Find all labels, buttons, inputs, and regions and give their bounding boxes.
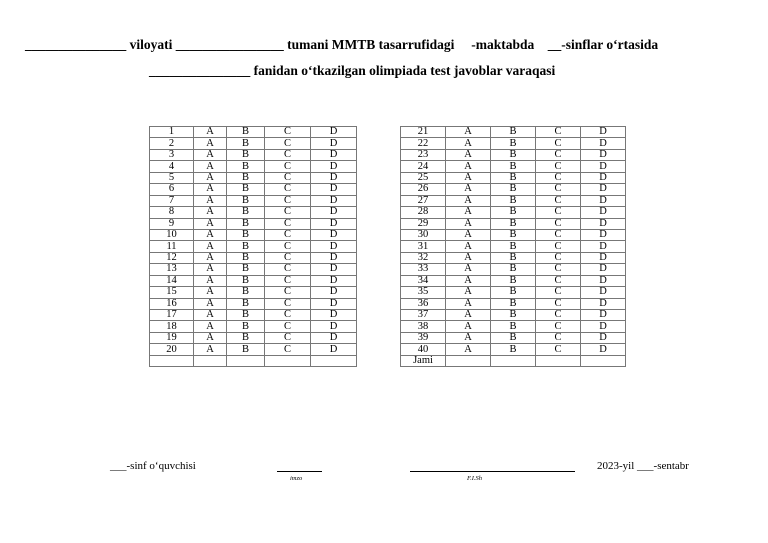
question-number: 40 — [401, 344, 446, 355]
option-a-cell[interactable]: A — [446, 184, 491, 195]
option-d-cell[interactable]: D — [581, 172, 626, 183]
option-d-cell[interactable]: D — [311, 138, 357, 149]
option-d-cell[interactable]: D — [581, 298, 626, 309]
option-c-cell[interactable]: C — [536, 252, 581, 263]
answer-row — [401, 344, 626, 355]
option-a-cell[interactable]: A — [194, 298, 227, 309]
option-c-cell[interactable]: C — [265, 218, 311, 229]
answer-row — [150, 241, 357, 252]
option-b-cell[interactable]: B — [227, 321, 265, 332]
option-d-cell[interactable]: D — [581, 184, 626, 195]
question-number: 15 — [150, 287, 194, 298]
answer-row — [401, 287, 626, 298]
answer-row — [401, 218, 626, 229]
option-a-cell[interactable]: A — [446, 321, 491, 332]
option-b-cell[interactable]: B — [491, 172, 536, 183]
option-a-cell[interactable]: A — [446, 332, 491, 343]
question-number: 16 — [150, 298, 194, 309]
option-a-cell[interactable]: A — [446, 172, 491, 183]
question-number: 38 — [401, 321, 446, 332]
option-d-cell[interactable]: D — [311, 287, 357, 298]
answer-row — [401, 321, 626, 332]
option-c-cell[interactable]: C — [536, 149, 581, 160]
answer-row — [401, 229, 626, 240]
footer-date: 2023-yil ___-sentabr — [597, 460, 689, 472]
option-a-cell[interactable]: A — [446, 252, 491, 263]
option-c-cell[interactable]: C — [536, 207, 581, 218]
option-d-cell[interactable]: D — [311, 275, 357, 286]
question-number: 20 — [150, 344, 194, 355]
option-c-cell[interactable]: C — [536, 310, 581, 321]
option-c-cell[interactable]: C — [536, 321, 581, 332]
option-c-cell[interactable]: C — [536, 184, 581, 195]
option-d-cell[interactable]: D — [311, 229, 357, 240]
option-b-cell[interactable]: B — [227, 195, 265, 206]
option-a-cell[interactable]: A — [446, 207, 491, 218]
option-c-cell[interactable]: C — [265, 195, 311, 206]
question-number: 12 — [150, 252, 194, 263]
question-number: 17 — [150, 310, 194, 321]
question-number: 29 — [401, 218, 446, 229]
answer-row — [401, 184, 626, 195]
total-cell — [227, 355, 265, 366]
answer-row — [150, 310, 357, 321]
total-cell — [536, 355, 581, 366]
option-b-cell[interactable]: B — [227, 161, 265, 172]
option-d-cell[interactable]: D — [581, 275, 626, 286]
option-d-cell[interactable]: D — [311, 264, 357, 275]
option-b-cell[interactable]: B — [227, 172, 265, 183]
option-d-cell[interactable]: D — [311, 172, 357, 183]
question-number: 21 — [401, 127, 446, 138]
option-b-cell[interactable]: B — [227, 229, 265, 240]
option-c-cell[interactable]: C — [536, 287, 581, 298]
option-a-cell[interactable]: A — [446, 275, 491, 286]
option-a-cell[interactable]: A — [194, 252, 227, 263]
option-d-cell[interactable]: D — [581, 252, 626, 263]
option-b-cell[interactable]: B — [227, 138, 265, 149]
option-b-cell[interactable]: B — [227, 310, 265, 321]
question-number: 2 — [150, 138, 194, 149]
option-a-cell[interactable]: A — [446, 229, 491, 240]
question-number: 6 — [150, 184, 194, 195]
answer-row — [150, 127, 357, 138]
option-d-cell[interactable]: D — [581, 195, 626, 206]
option-d-cell[interactable]: D — [581, 229, 626, 240]
option-b-cell[interactable]: B — [227, 298, 265, 309]
answer-row — [150, 218, 357, 229]
question-number: 26 — [401, 184, 446, 195]
option-c-cell[interactable]: C — [265, 241, 311, 252]
total-row — [401, 355, 626, 366]
option-a-cell[interactable]: A — [194, 218, 227, 229]
option-c-cell[interactable]: C — [265, 184, 311, 195]
answer-row — [401, 275, 626, 286]
option-b-cell[interactable]: B — [491, 252, 536, 263]
option-d-cell[interactable]: D — [311, 332, 357, 343]
option-a-cell[interactable]: A — [194, 241, 227, 252]
question-number: 22 — [401, 138, 446, 149]
option-c-cell[interactable]: C — [265, 172, 311, 183]
answer-row — [401, 241, 626, 252]
option-a-cell[interactable]: A — [194, 184, 227, 195]
answer-row — [401, 310, 626, 321]
option-a-cell[interactable]: A — [446, 298, 491, 309]
option-b-cell[interactable]: B — [227, 207, 265, 218]
option-c-cell[interactable]: C — [536, 229, 581, 240]
answer-row — [401, 127, 626, 138]
question-number: 35 — [401, 287, 446, 298]
header-line-2: _______________ fanidan o‘tkazilgan olimpiada test javoblar varaqasi — [149, 63, 556, 78]
option-b-cell[interactable]: B — [227, 241, 265, 252]
option-c-cell[interactable]: C — [265, 321, 311, 332]
option-c-cell[interactable]: C — [536, 138, 581, 149]
option-b-cell[interactable]: B — [491, 127, 536, 138]
option-b-cell[interactable]: B — [227, 332, 265, 343]
option-c-cell[interactable]: C — [265, 138, 311, 149]
option-a-cell[interactable]: A — [194, 172, 227, 183]
answer-row — [401, 332, 626, 343]
option-d-cell[interactable]: D — [581, 310, 626, 321]
option-c-cell[interactable]: C — [265, 298, 311, 309]
signature-line — [277, 471, 322, 472]
option-b-cell[interactable]: B — [491, 149, 536, 160]
option-b-cell[interactable]: B — [227, 184, 265, 195]
option-b-cell[interactable]: B — [491, 184, 536, 195]
option-a-cell[interactable]: A — [194, 195, 227, 206]
option-b-cell[interactable]: B — [227, 287, 265, 298]
option-d-cell[interactable]: D — [581, 207, 626, 218]
option-b-cell[interactable]: B — [491, 138, 536, 149]
option-b-cell[interactable]: B — [491, 298, 536, 309]
option-d-cell[interactable]: D — [581, 149, 626, 160]
footer-student-label: ___-sinf o‘quvchisi — [110, 460, 196, 472]
answer-row — [150, 332, 357, 343]
option-d-cell[interactable]: D — [581, 344, 626, 355]
option-b-cell[interactable]: B — [227, 275, 265, 286]
option-d-cell[interactable]: D — [581, 138, 626, 149]
question-number: 24 — [401, 161, 446, 172]
question-number: 19 — [150, 332, 194, 343]
question-number: 34 — [401, 275, 446, 286]
option-a-cell[interactable]: A — [194, 127, 227, 138]
question-number: 30 — [401, 229, 446, 240]
option-d-cell[interactable]: D — [311, 252, 357, 263]
answer-row — [150, 161, 357, 172]
option-d-cell[interactable]: D — [581, 332, 626, 343]
answer-row — [150, 149, 357, 160]
question-number: 37 — [401, 310, 446, 321]
option-c-cell[interactable]: C — [265, 275, 311, 286]
question-number: 18 — [150, 321, 194, 332]
answer-table-2 — [400, 126, 626, 367]
question-number: 14 — [150, 275, 194, 286]
total-cell — [446, 355, 491, 366]
answer-row — [150, 184, 357, 195]
answer-row — [401, 138, 626, 149]
option-a-cell[interactable]: A — [194, 332, 227, 343]
option-c-cell[interactable]: C — [265, 229, 311, 240]
question-number: 33 — [401, 264, 446, 275]
question-number: 28 — [401, 207, 446, 218]
question-number: 4 — [150, 161, 194, 172]
question-number: 32 — [401, 252, 446, 263]
option-c-cell[interactable]: C — [536, 172, 581, 183]
option-b-cell[interactable]: B — [491, 241, 536, 252]
option-b-cell[interactable]: B — [491, 332, 536, 343]
option-d-cell[interactable]: D — [581, 321, 626, 332]
option-a-cell[interactable]: A — [194, 344, 227, 355]
option-a-cell[interactable]: A — [194, 138, 227, 149]
option-d-cell[interactable]: D — [311, 310, 357, 321]
question-number: 36 — [401, 298, 446, 309]
option-c-cell[interactable]: C — [265, 310, 311, 321]
option-c-cell[interactable]: C — [536, 218, 581, 229]
option-c-cell[interactable]: C — [536, 298, 581, 309]
answer-row — [150, 287, 357, 298]
answer-row — [150, 172, 357, 183]
option-d-cell[interactable]: D — [311, 344, 357, 355]
option-a-cell[interactable]: A — [194, 287, 227, 298]
option-d-cell[interactable]: D — [311, 321, 357, 332]
option-a-cell[interactable]: A — [194, 321, 227, 332]
question-number: 31 — [401, 241, 446, 252]
option-b-cell[interactable]: B — [227, 252, 265, 263]
option-b-cell[interactable]: B — [227, 218, 265, 229]
option-a-cell[interactable]: A — [446, 195, 491, 206]
option-d-cell[interactable]: D — [311, 207, 357, 218]
option-c-cell[interactable]: C — [265, 161, 311, 172]
question-number: 10 — [150, 229, 194, 240]
option-c-cell[interactable]: C — [536, 127, 581, 138]
question-number: 11 — [150, 241, 194, 252]
option-b-cell[interactable]: B — [491, 207, 536, 218]
answer-row — [401, 149, 626, 160]
option-c-cell[interactable]: C — [265, 344, 311, 355]
option-a-cell[interactable]: A — [194, 275, 227, 286]
option-b-cell[interactable]: B — [227, 149, 265, 160]
option-c-cell[interactable]: C — [265, 127, 311, 138]
option-d-cell[interactable]: D — [311, 161, 357, 172]
answer-table-1 — [149, 126, 357, 367]
option-d-cell[interactable]: D — [581, 127, 626, 138]
option-b-cell[interactable]: B — [491, 229, 536, 240]
answer-row — [401, 195, 626, 206]
option-d-cell[interactable]: D — [311, 184, 357, 195]
answer-row — [401, 172, 626, 183]
option-b-cell[interactable]: B — [227, 127, 265, 138]
option-b-cell[interactable]: B — [491, 161, 536, 172]
option-d-cell[interactable]: D — [311, 149, 357, 160]
total-cell — [311, 355, 357, 366]
option-c-cell[interactable]: C — [536, 344, 581, 355]
total-label — [150, 355, 194, 366]
answer-row — [150, 264, 357, 275]
answer-row — [150, 229, 357, 240]
option-c-cell[interactable]: C — [265, 332, 311, 343]
option-a-cell[interactable]: A — [194, 264, 227, 275]
answer-row — [401, 298, 626, 309]
question-number: 8 — [150, 207, 194, 218]
answer-row — [401, 252, 626, 263]
option-c-cell[interactable]: C — [265, 207, 311, 218]
answer-row — [150, 195, 357, 206]
total-cell — [581, 355, 626, 366]
option-a-cell[interactable]: A — [446, 149, 491, 160]
option-d-cell[interactable]: D — [581, 287, 626, 298]
answer-row — [401, 264, 626, 275]
question-number: 13 — [150, 264, 194, 275]
option-c-cell[interactable]: C — [536, 161, 581, 172]
option-d-cell[interactable]: D — [581, 161, 626, 172]
option-a-cell[interactable]: A — [194, 207, 227, 218]
option-b-cell[interactable]: B — [491, 344, 536, 355]
option-d-cell[interactable]: D — [311, 218, 357, 229]
option-c-cell[interactable]: C — [265, 264, 311, 275]
option-a-cell[interactable]: A — [446, 161, 491, 172]
option-a-cell[interactable]: A — [194, 161, 227, 172]
option-a-cell[interactable]: A — [194, 149, 227, 160]
option-b-cell[interactable]: B — [491, 310, 536, 321]
fio-line — [410, 471, 575, 472]
answer-row — [150, 275, 357, 286]
question-number: 5 — [150, 172, 194, 183]
option-a-cell[interactable]: A — [446, 138, 491, 149]
answer-row — [401, 161, 626, 172]
question-number: 3 — [150, 149, 194, 160]
option-c-cell[interactable]: C — [536, 275, 581, 286]
option-b-cell[interactable]: B — [491, 218, 536, 229]
option-a-cell[interactable]: A — [194, 310, 227, 321]
question-number: 7 — [150, 195, 194, 206]
option-a-cell[interactable]: A — [194, 229, 227, 240]
option-b-cell[interactable]: B — [491, 287, 536, 298]
question-number: 23 — [401, 149, 446, 160]
option-b-cell[interactable]: B — [491, 195, 536, 206]
question-number: 39 — [401, 332, 446, 343]
total-cell — [194, 355, 227, 366]
header-line-1: _______________ viloyati ________________ tumani MMTB tasarrufidagi -maktabda __-sinflar o‘rtasida — [25, 37, 659, 52]
fio-caption: F.I.Sh — [467, 475, 483, 482]
option-d-cell[interactable]: D — [581, 241, 626, 252]
total-row — [150, 355, 357, 366]
answer-row — [150, 321, 357, 332]
option-d-cell[interactable]: D — [311, 298, 357, 309]
answer-row — [150, 252, 357, 263]
option-b-cell[interactable]: B — [491, 321, 536, 332]
option-c-cell[interactable]: C — [536, 332, 581, 343]
total-label: Jami — [401, 355, 446, 366]
option-a-cell[interactable]: A — [446, 344, 491, 355]
answer-row — [401, 207, 626, 218]
signature-caption: imzo — [290, 475, 303, 482]
option-c-cell[interactable]: C — [536, 241, 581, 252]
option-d-cell[interactable]: D — [311, 241, 357, 252]
option-c-cell[interactable]: C — [265, 287, 311, 298]
option-c-cell[interactable]: C — [265, 149, 311, 160]
option-c-cell[interactable]: C — [265, 252, 311, 263]
option-a-cell[interactable]: A — [446, 287, 491, 298]
total-cell — [265, 355, 311, 366]
question-number: 9 — [150, 218, 194, 229]
option-b-cell[interactable]: B — [491, 264, 536, 275]
option-c-cell[interactable]: C — [536, 264, 581, 275]
option-a-cell[interactable]: A — [446, 127, 491, 138]
option-a-cell[interactable]: A — [446, 241, 491, 252]
option-a-cell[interactable]: A — [446, 310, 491, 321]
answer-row — [150, 298, 357, 309]
answer-row — [150, 138, 357, 149]
option-a-cell[interactable]: A — [446, 218, 491, 229]
option-d-cell[interactable]: D — [311, 195, 357, 206]
answer-row — [150, 344, 357, 355]
option-d-cell[interactable]: D — [311, 127, 357, 138]
question-number: 27 — [401, 195, 446, 206]
option-b-cell[interactable]: B — [491, 275, 536, 286]
option-d-cell[interactable]: D — [581, 218, 626, 229]
question-number: 1 — [150, 127, 194, 138]
option-a-cell[interactable]: A — [446, 264, 491, 275]
option-d-cell[interactable]: D — [581, 264, 626, 275]
answer-row — [150, 207, 357, 218]
question-number: 25 — [401, 172, 446, 183]
option-c-cell[interactable]: C — [536, 195, 581, 206]
option-b-cell[interactable]: B — [227, 344, 265, 355]
option-b-cell[interactable]: B — [227, 264, 265, 275]
total-cell — [491, 355, 536, 366]
